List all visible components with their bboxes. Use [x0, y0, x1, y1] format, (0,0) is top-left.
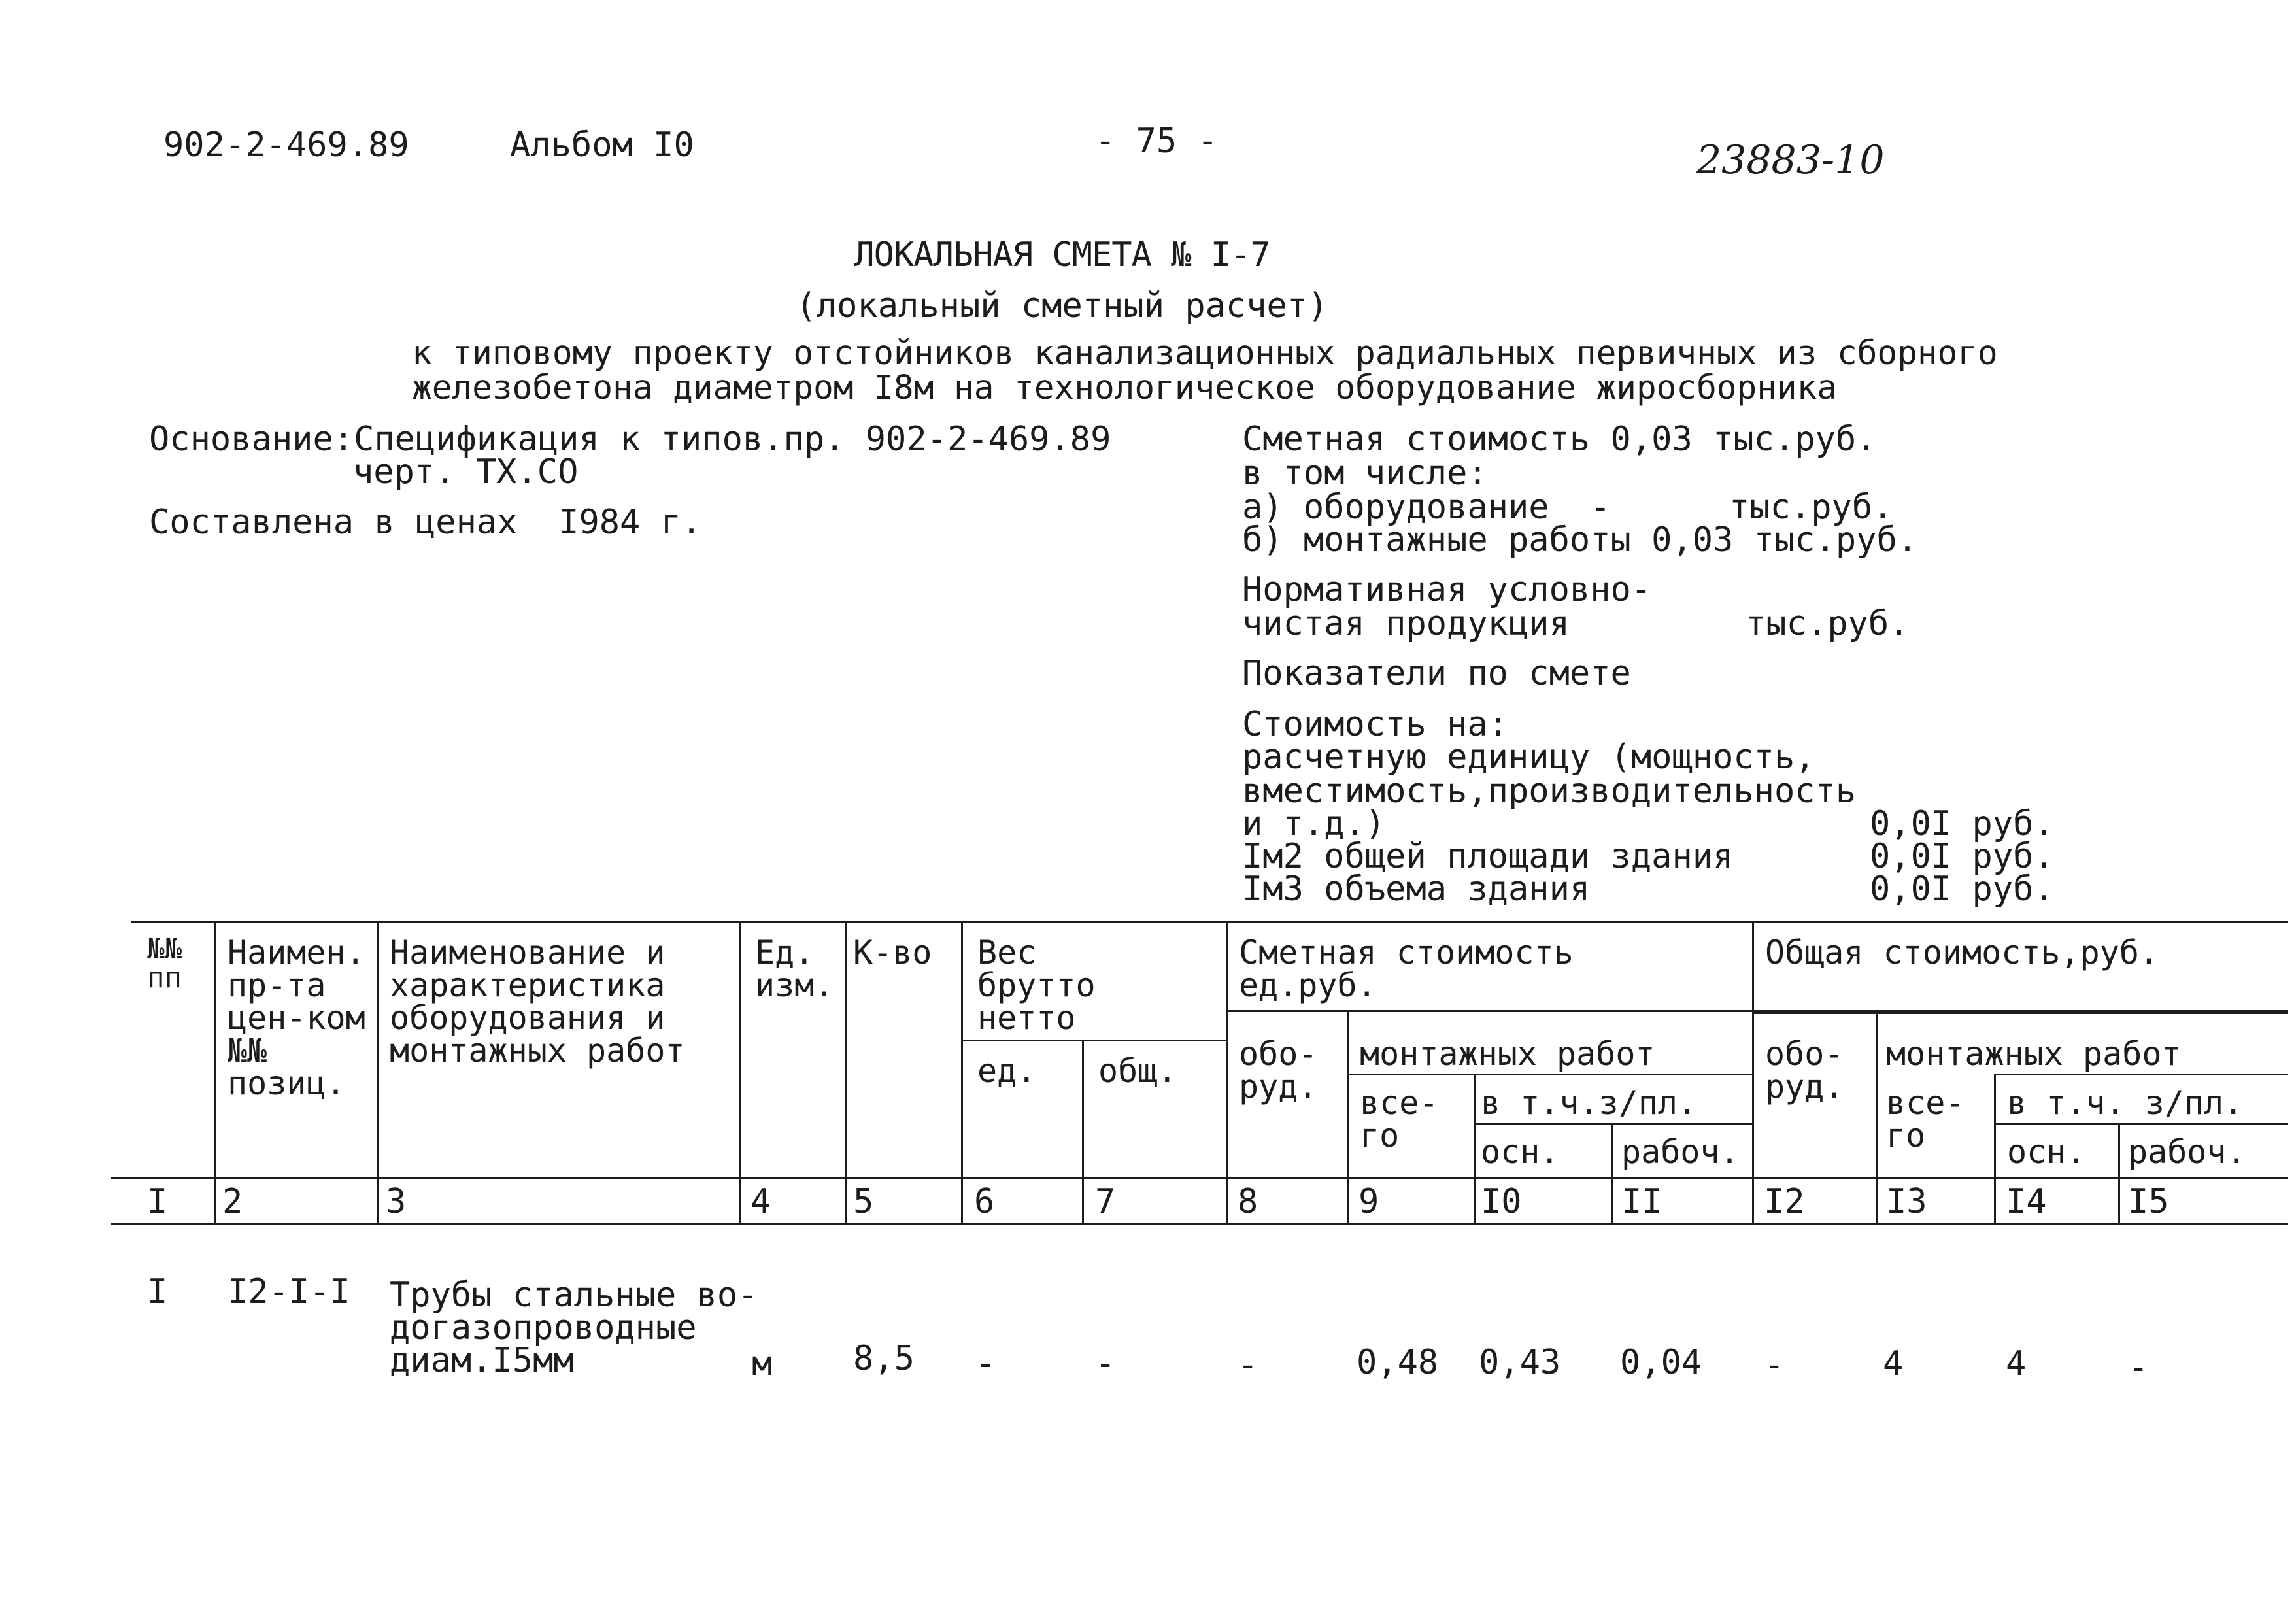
basis-line-2: черт. ТХ.СО: [353, 452, 579, 492]
row-est-install-main: 0,43: [1479, 1343, 1561, 1382]
estimate-title: ЛОКАЛЬНАЯ СМЕТА № I-7: [854, 235, 1270, 275]
col-header-unit: Ед. изм.: [755, 934, 834, 1004]
row-tot-install-main: 4: [2006, 1344, 2027, 1383]
column-number: I2: [1764, 1182, 1805, 1221]
normative-unit: тыс.руб.: [1746, 604, 1910, 643]
column-number: I: [147, 1182, 168, 1221]
col-header-tot-main: осн.: [2007, 1133, 2086, 1171]
album-label: Альбом I0: [510, 126, 694, 165]
column-number: II: [1621, 1182, 1662, 1221]
col-header-weight-total: общ.: [1098, 1052, 1177, 1090]
volume-label: Iм3 объема здания: [1242, 870, 1591, 909]
col-header-total-cost: Общая стоимость,руб.: [1765, 934, 2159, 972]
col-header-tot-equipment: обо- руд.: [1765, 1035, 1844, 1106]
column-number: 8: [1238, 1182, 1258, 1221]
column-number: I4: [2006, 1182, 2047, 1221]
area-label: Iм2 общей площади здания: [1242, 837, 1734, 876]
row-number: I: [147, 1272, 168, 1311]
col-header-weight: Вес брутто нетто: [977, 934, 1096, 1037]
handwritten-number: 23883-10: [1696, 137, 1885, 183]
column-number: 6: [974, 1182, 995, 1221]
col-header-quantity: К-во: [853, 934, 932, 972]
row-tot-install-worker: -: [2128, 1348, 2149, 1387]
col-header-est-main: осн.: [1481, 1133, 1560, 1171]
col-header-est-worker: рабоч.: [1621, 1133, 1740, 1171]
col-header-price-code: Наимен. пр-та цен-ком №№ позиц.: [228, 934, 365, 1102]
col-header-estimated-cost: Сметная стоимость ед.руб.: [1239, 934, 1574, 1004]
price-year: Составлена в ценах I984 г.: [149, 503, 702, 542]
area-value: 0,0I руб.: [1870, 837, 2054, 876]
cost-per-label: Стоимость на:: [1242, 705, 1508, 744]
column-number: 9: [1358, 1182, 1379, 1221]
col-header-tot-worker: рабоч.: [2128, 1133, 2246, 1171]
volume-value: 0,0I руб.: [1870, 870, 2054, 909]
installation-cost: б) монтажные работы 0,03 тыс.руб.: [1242, 520, 1918, 560]
column-number: I3: [1886, 1182, 1927, 1221]
column-number: I0: [1481, 1182, 1522, 1221]
normative-line-1: Нормативная условно-: [1242, 570, 1652, 609]
column-number: 3: [386, 1182, 407, 1221]
row-unit: м: [752, 1344, 773, 1383]
page-number: - 75 -: [1095, 122, 1218, 161]
col-header-est-equipment: обо- руд.: [1239, 1035, 1318, 1106]
project-line-2: железобетона диаметром I8м на технологическое оборудование жиросборника: [412, 369, 1838, 407]
col-header-name: Наименование и характеристика оборудования и монтажных работ: [390, 934, 685, 1070]
basis-line-1: Основание:Спецификация к типов.пр. 902-2-469.89: [149, 420, 1111, 459]
unit-line-1: расчетную единицу (мощность,: [1242, 737, 1815, 777]
column-number: 4: [751, 1182, 771, 1221]
col-header-est-total: все- го: [1360, 1084, 1439, 1155]
col-header-number: №№ пп: [147, 932, 182, 994]
column-number: 2: [222, 1182, 243, 1221]
row-weight-unit: -: [975, 1344, 996, 1383]
unit-line-3: и т.д.): [1242, 804, 1386, 843]
row-est-equipment: -: [1238, 1345, 1258, 1385]
col-header-est-installation: монтажных работ: [1360, 1035, 1655, 1073]
estimate-subtitle: (локальный сметный расчет): [796, 286, 1328, 326]
equipment-cost-unit: тыс.руб.: [1729, 488, 1893, 527]
row-weight-total: -: [1095, 1344, 1116, 1383]
column-number: I5: [2128, 1182, 2169, 1221]
col-header-tot-installation: монтажных работ: [1886, 1035, 2182, 1073]
indicators-heading: Показатели по смете: [1242, 654, 1631, 693]
col-header-est-wage: в т.ч.з/пл.: [1481, 1084, 1698, 1122]
including-label: в том числе:: [1242, 454, 1488, 493]
normative-line-2: чистая продукция: [1242, 604, 1570, 643]
equipment-cost: а) оборудование -: [1242, 488, 1611, 527]
row-tot-equipment: -: [1764, 1345, 1785, 1385]
estimate-cost: Сметная стоимость 0,03 тыс.руб.: [1242, 420, 1877, 459]
row-name-line-1: Трубы стальные во-: [390, 1276, 758, 1315]
document-code: 902-2-469.89: [163, 126, 409, 165]
project-line-1: к типовому проекту отстойников канализационных радиальных первичных из сборного: [412, 334, 1998, 373]
row-price-code: I2-I-I: [228, 1272, 350, 1311]
unit-value: 0,0I руб.: [1870, 804, 2054, 843]
row-est-install-total: 0,48: [1357, 1343, 1439, 1382]
column-number: 7: [1095, 1182, 1116, 1221]
unit-line-2: вместимость,производительность: [1242, 771, 1857, 811]
row-name-line-2: догазопроводные: [390, 1308, 697, 1347]
col-header-weight-unit: ед.: [977, 1052, 1037, 1090]
row-est-install-worker: 0,04: [1620, 1343, 1702, 1382]
row-quantity: 8,5: [853, 1339, 915, 1378]
col-header-tot-total: все- го: [1886, 1084, 1965, 1155]
row-tot-install-total: 4: [1883, 1344, 1904, 1383]
col-header-tot-wage: в т.ч. з/пл.: [2007, 1084, 2244, 1122]
row-name-line-3: диам.I5мм: [390, 1341, 574, 1380]
column-number: 5: [853, 1182, 874, 1221]
